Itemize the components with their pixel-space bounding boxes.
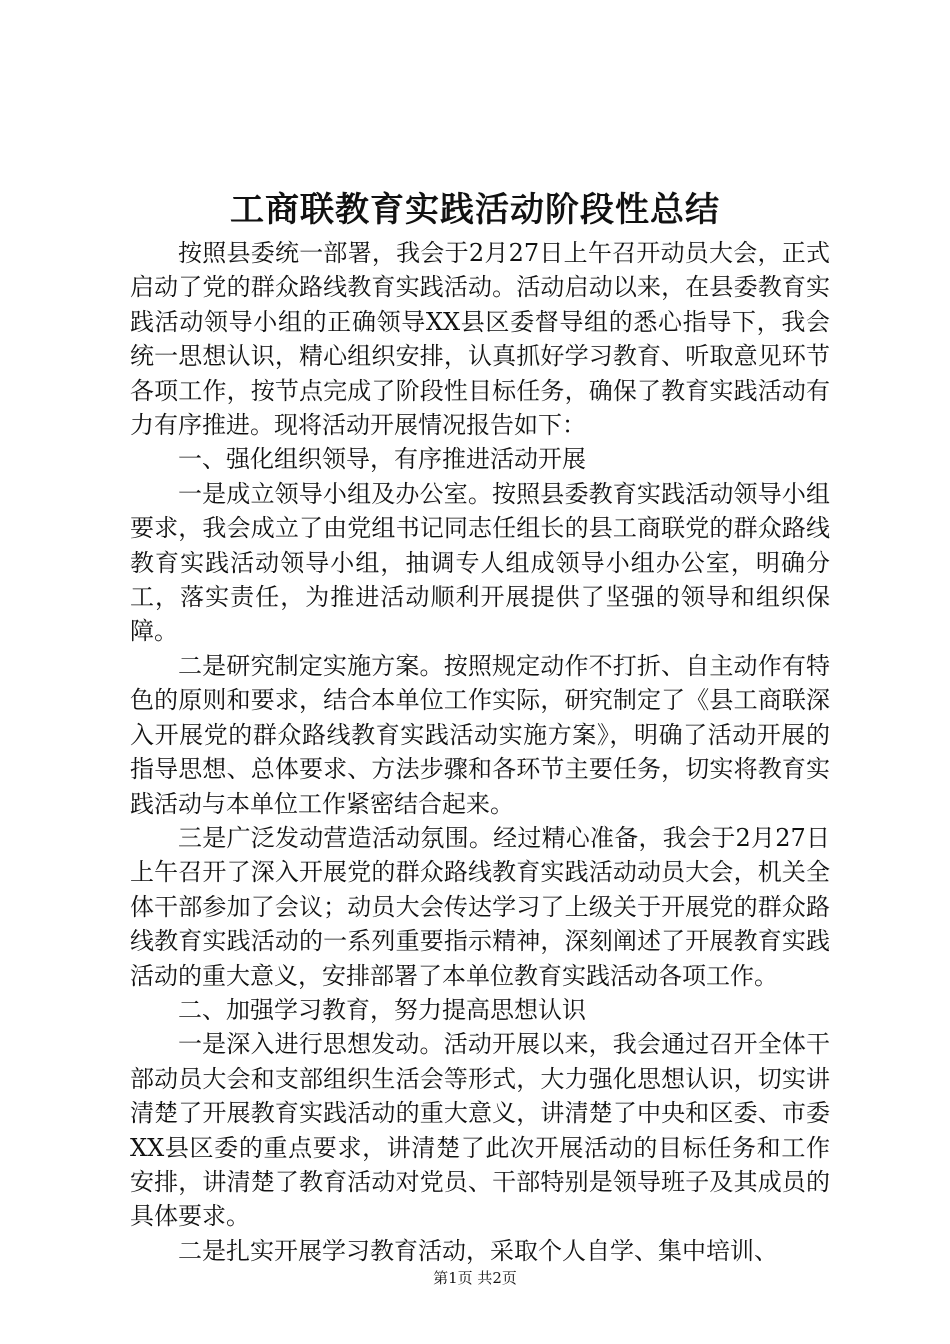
page-number-footer: 第1页 共2页 [433, 1269, 517, 1287]
paragraph: 一是成立领导小组及办公室。按照县委教育实践活动领导小组要求，我会成立了由党组书记同志任组长的县工商联党的群众路线教育实践活动领导小组，抽调专人组成领导小组办公室，明确分工，落实责任，为推进活动顺利开展提供了坚强的领导和组织保障。 [130, 479, 830, 646]
paragraph: 三是广泛发动营造活动氛围。经过精心准备，我会于2月27日上午召开了深入开展党的群众路线教育实践活动动员大会，机关全体干部参加了会议；动员大会传达学习了上级关于开展党的群众路线教育实践活动的一系列重要指示精神，深刻阐述了开展教育实践活动的重大意义，安排部署了本单位教育实践活动各项工作。 [130, 823, 830, 990]
document-title: 工商联教育实践活动阶段性总结 [230, 190, 720, 230]
paragraph-intro: 按照县委统一部署，我会于2月27日上午召开动员大会，正式启动了党的群众路线教育实践活动。活动启动以来，在县委教育实践活动领导小组的正确领导XX县区委督导组的悉心指导下，我会统一思想认识，精心组织安排，认真抓好学习教育、听取意见环节各项工作，按节点完成了阶段性目标任务，确保了教育实践活动有力有序推进。现将活动开展情况报告如下： [130, 239, 830, 440]
paragraph: 一是深入进行思想发动。活动开展以来，我会通过召开全体干部动员大会和支部组织生活会等形式，大力强化思想认识，切实讲清楚了开展教育实践活动的重大意义，讲清楚了中央和区委、市委XX县区委的重点要求，讲清楚了此次开展活动的目标任务和工作安排，讲清楚了教育活动对党员、干部特别是领导班子及其成员的具体要求。 [130, 1030, 830, 1231]
paragraph: 二是扎实开展学习教育活动，采取个人自学、集中培训、 [178, 1236, 778, 1265]
document-body [130, 236, 830, 1268]
paragraph: 二是研究制定实施方案。按照规定动作不打折、自主动作有特色的原则和要求，结合本单位工作实际，研究制定了《县工商联深入开展党的群众路线教育实践活动实施方案》，明确了活动开展的指导思想、总体要求、方法步骤和各环节主要任务，切实将教育实践活动与本单位工作紧密结合起来。 [130, 651, 830, 818]
section-heading-2: 二、加强学习教育，努力提高思想认识 [178, 995, 586, 1024]
section-heading-1: 一、强化组织领导，有序推进活动开展 [178, 445, 586, 474]
